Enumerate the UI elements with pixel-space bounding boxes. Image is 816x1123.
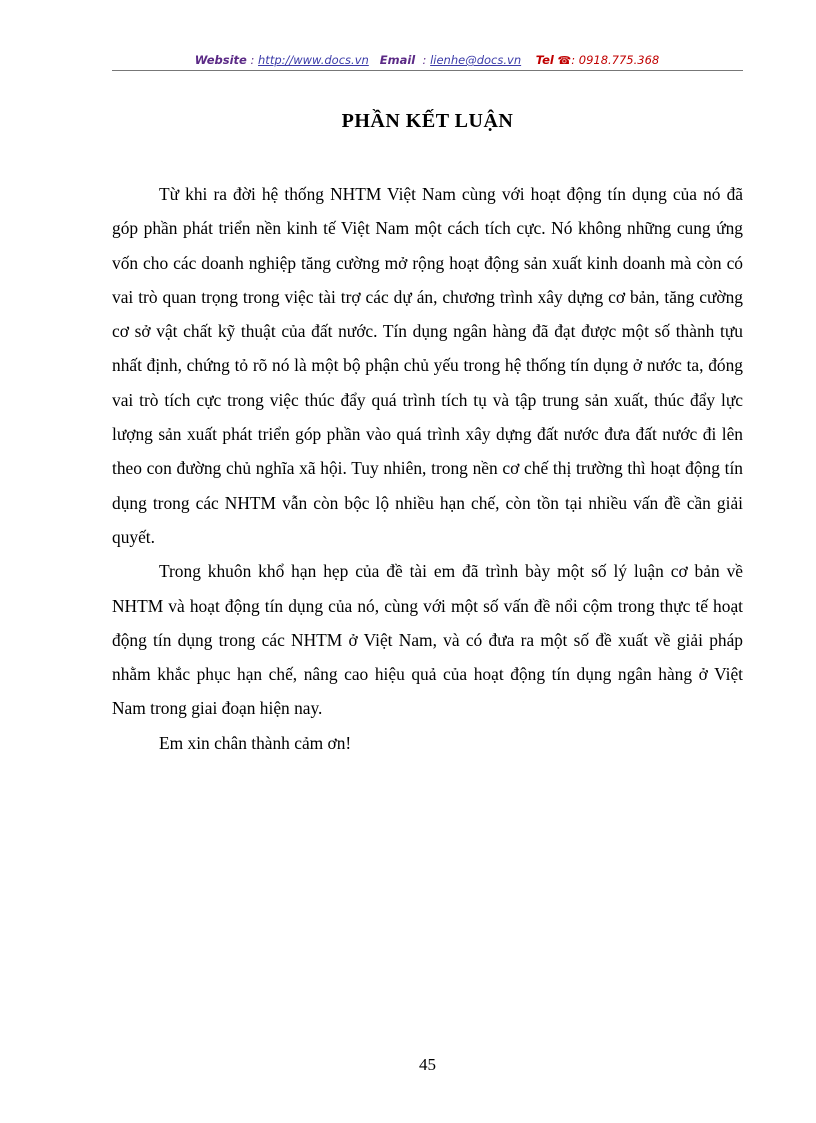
email-label: Email — [379, 53, 416, 67]
paragraph-1: Từ khi ra đời hệ thống NHTM Việt Nam cùng với hoạt động tín dụng của nó đã góp phần phát triển nền kinh tế Việt Nam một cách tích cực. Nó không những cung ứng vốn cho các doanh nghiệp tăng cường mở rộng hoạt động sản xuất kinh doanh mà còn có vai trò quan trọng trong việc tài trợ các dự án, chương trình xây dựng cơ bản, tăng cường cơ sở vật chất kỹ thuật của đất nước. Tín dụng ngân hàng đã đạt được một số thành tựu nhất định, chứng tỏ rõ nó là một bộ phận chủ yếu trong hệ thống tín dụng ở nước ta, đóng vai trò tích cực trong việc thúc đẩy quá trình tích tụ và tập trung sản xuất, thúc đẩy lực lượng sản xuất phát triển góp phần vào quá trình xây dựng đất nước đưa đất nước đi lên theo con đường chủ nghĩa xã hội. Tuy nhiên, trong nền cơ chế thị trường thì hoạt động tín dụng trong các NHTM vẫn còn bộc lộ nhiều hạn chế, còn tồn tại nhiều vấn đề cần giải quyết. — [112, 184, 743, 547]
website-link[interactable]: http://www.docs.vn — [258, 53, 369, 67]
email-link[interactable]: lienhe@docs.vn — [430, 53, 522, 67]
document-body — [112, 177, 743, 760]
email-separator: : — [418, 53, 431, 67]
header-divider — [112, 70, 743, 71]
page-number: 45 — [419, 1055, 436, 1074]
page-title: PHẦN KẾT LUẬN — [341, 110, 514, 132]
page-header — [112, 50, 742, 70]
phone-number: : 0918.775.368 — [571, 53, 660, 67]
paragraph-3: Em xin chân thành cảm ơn! — [159, 732, 352, 753]
website-separator: : — [246, 53, 259, 67]
tel-label: Tel — [535, 53, 554, 67]
website-label: Website — [194, 53, 247, 67]
phone-icon: ☎ — [557, 54, 572, 67]
paragraph-2: Trong khuôn khổ hạn hẹp của đề tài em đã trình bày một số lý luận cơ bản về NHTM và hoạt động tín dụng của nó, cùng với một số vấn đề nổi cộm trong thực tế hoạt động tín dụng trong các NHTM ở Việt Nam, và có đưa ra một số đề xuất về giải pháp nhằm khắc phục hạn chế, nâng cao hiệu quả của hoạt động tín dụng ngân hàng ở Việt Nam trong giai đoạn hiện nay. — [112, 561, 743, 719]
